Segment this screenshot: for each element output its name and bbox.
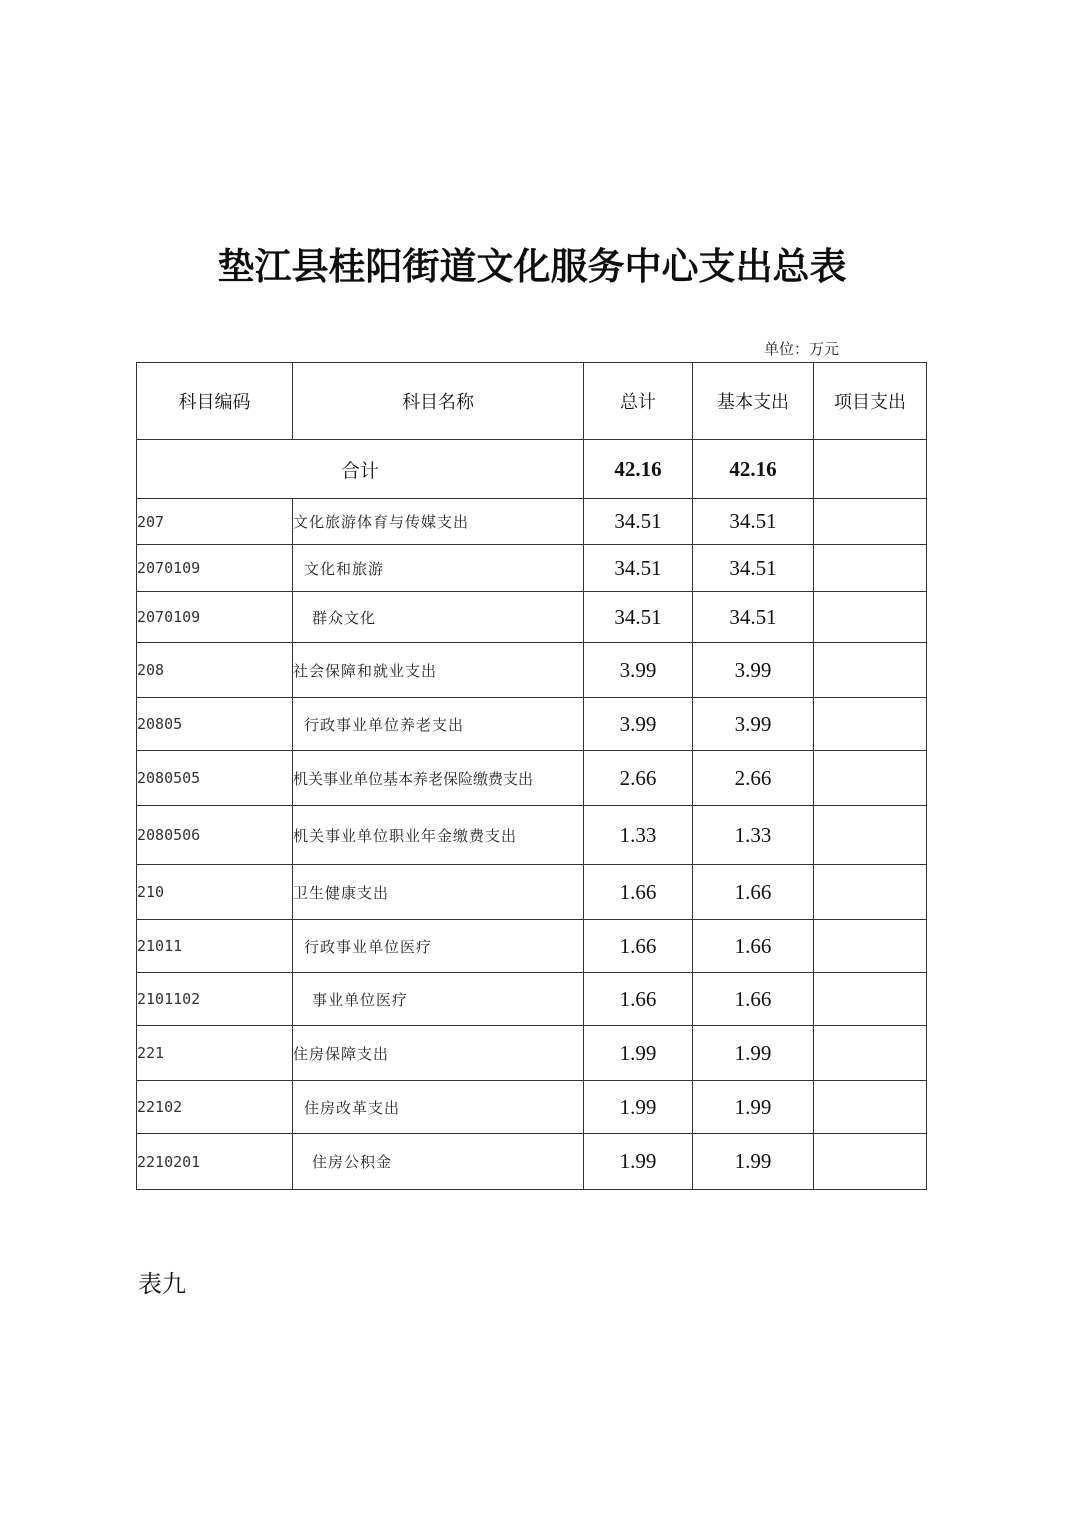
table-row bbox=[137, 499, 927, 545]
header-project: 项目支出 bbox=[814, 363, 927, 440]
row-total: 1.99 bbox=[584, 1081, 693, 1134]
row-name: 事业单位医疗 bbox=[293, 973, 584, 1026]
row-project bbox=[814, 1081, 927, 1134]
table-number-label: 表九 bbox=[138, 1270, 186, 1298]
row-basic: 34.51 bbox=[693, 592, 814, 643]
row-code: 2210201 bbox=[137, 1134, 293, 1190]
table-row bbox=[137, 698, 927, 751]
table-row bbox=[137, 1134, 927, 1190]
table-row bbox=[137, 920, 927, 973]
page-title: 垫江县桂阳街道文化服务中心支出总表 bbox=[217, 244, 847, 288]
row-code: 21011 bbox=[137, 920, 293, 973]
row-code: 2080506 bbox=[137, 806, 293, 865]
row-basic: 34.51 bbox=[693, 545, 814, 592]
table-row bbox=[137, 545, 927, 592]
row-code: 2101102 bbox=[137, 973, 293, 1026]
row-project bbox=[814, 698, 927, 751]
table-row bbox=[137, 806, 927, 865]
table-header-row bbox=[137, 363, 927, 440]
table-row bbox=[137, 1081, 927, 1134]
row-name: 住房公积金 bbox=[293, 1134, 584, 1190]
row-total: 1.99 bbox=[584, 1134, 693, 1190]
row-code: 2080505 bbox=[137, 751, 293, 806]
row-basic: 1.99 bbox=[693, 1134, 814, 1190]
row-project bbox=[814, 806, 927, 865]
row-project bbox=[814, 499, 927, 545]
table-row bbox=[137, 865, 927, 920]
row-name: 群众文化 bbox=[293, 592, 584, 643]
row-project bbox=[814, 751, 927, 806]
row-name: 文化旅游体育与传媒支出 bbox=[293, 499, 584, 545]
row-code: 208 bbox=[137, 643, 293, 698]
row-name: 卫生健康支出 bbox=[293, 865, 584, 920]
row-basic: 1.33 bbox=[693, 806, 814, 865]
row-project bbox=[814, 545, 927, 592]
row-basic: 1.66 bbox=[693, 865, 814, 920]
row-project bbox=[814, 973, 927, 1026]
row-total: 3.99 bbox=[584, 698, 693, 751]
row-code: 2070109 bbox=[137, 545, 293, 592]
row-name: 行政事业单位医疗 bbox=[293, 920, 584, 973]
row-name: 机关事业单位基本养老保险缴费支出 bbox=[293, 751, 584, 806]
header-code: 科目编码 bbox=[137, 363, 293, 440]
table-row bbox=[137, 643, 927, 698]
row-project bbox=[814, 920, 927, 973]
row-project bbox=[814, 1134, 927, 1190]
row-name: 机关事业单位职业年金缴费支出 bbox=[293, 806, 584, 865]
unit-label: 单位：万元 bbox=[764, 340, 840, 358]
row-project bbox=[814, 865, 927, 920]
total-total: 42.16 bbox=[584, 440, 693, 499]
row-total: 1.99 bbox=[584, 1026, 693, 1081]
row-basic: 1.66 bbox=[693, 973, 814, 1026]
row-total: 1.66 bbox=[584, 920, 693, 973]
row-total: 2.66 bbox=[584, 751, 693, 806]
row-code: 2070109 bbox=[137, 592, 293, 643]
total-label: 合计 bbox=[137, 440, 584, 499]
row-total: 3.99 bbox=[584, 643, 693, 698]
row-project bbox=[814, 592, 927, 643]
total-project bbox=[814, 440, 927, 499]
row-basic: 1.99 bbox=[693, 1081, 814, 1134]
row-project bbox=[814, 643, 927, 698]
row-code: 210 bbox=[137, 865, 293, 920]
header-total: 总计 bbox=[584, 363, 693, 440]
row-name: 文化和旅游 bbox=[293, 545, 584, 592]
row-code: 22102 bbox=[137, 1081, 293, 1134]
row-total: 34.51 bbox=[584, 592, 693, 643]
table-row bbox=[137, 751, 927, 806]
table-row bbox=[137, 1026, 927, 1081]
row-name: 住房保障支出 bbox=[293, 1026, 584, 1081]
row-total: 1.33 bbox=[584, 806, 693, 865]
header-basic: 基本支出 bbox=[693, 363, 814, 440]
row-code: 20805 bbox=[137, 698, 293, 751]
row-basic: 34.51 bbox=[693, 499, 814, 545]
row-code: 221 bbox=[137, 1026, 293, 1081]
row-basic: 2.66 bbox=[693, 751, 814, 806]
row-project bbox=[814, 1026, 927, 1081]
header-name: 科目名称 bbox=[293, 363, 584, 440]
expenditure-table bbox=[136, 362, 927, 1190]
row-name: 社会保障和就业支出 bbox=[293, 643, 584, 698]
total-basic: 42.16 bbox=[693, 440, 814, 499]
row-total: 1.66 bbox=[584, 973, 693, 1026]
row-name: 行政事业单位养老支出 bbox=[293, 698, 584, 751]
row-basic: 1.66 bbox=[693, 920, 814, 973]
total-row bbox=[137, 440, 927, 499]
table-row bbox=[137, 973, 927, 1026]
row-code: 207 bbox=[137, 499, 293, 545]
row-basic: 3.99 bbox=[693, 643, 814, 698]
row-basic: 1.99 bbox=[693, 1026, 814, 1081]
table-row bbox=[137, 592, 927, 643]
row-name: 住房改革支出 bbox=[293, 1081, 584, 1134]
row-total: 1.66 bbox=[584, 865, 693, 920]
row-total: 34.51 bbox=[584, 499, 693, 545]
row-basic: 3.99 bbox=[693, 698, 814, 751]
row-total: 34.51 bbox=[584, 545, 693, 592]
